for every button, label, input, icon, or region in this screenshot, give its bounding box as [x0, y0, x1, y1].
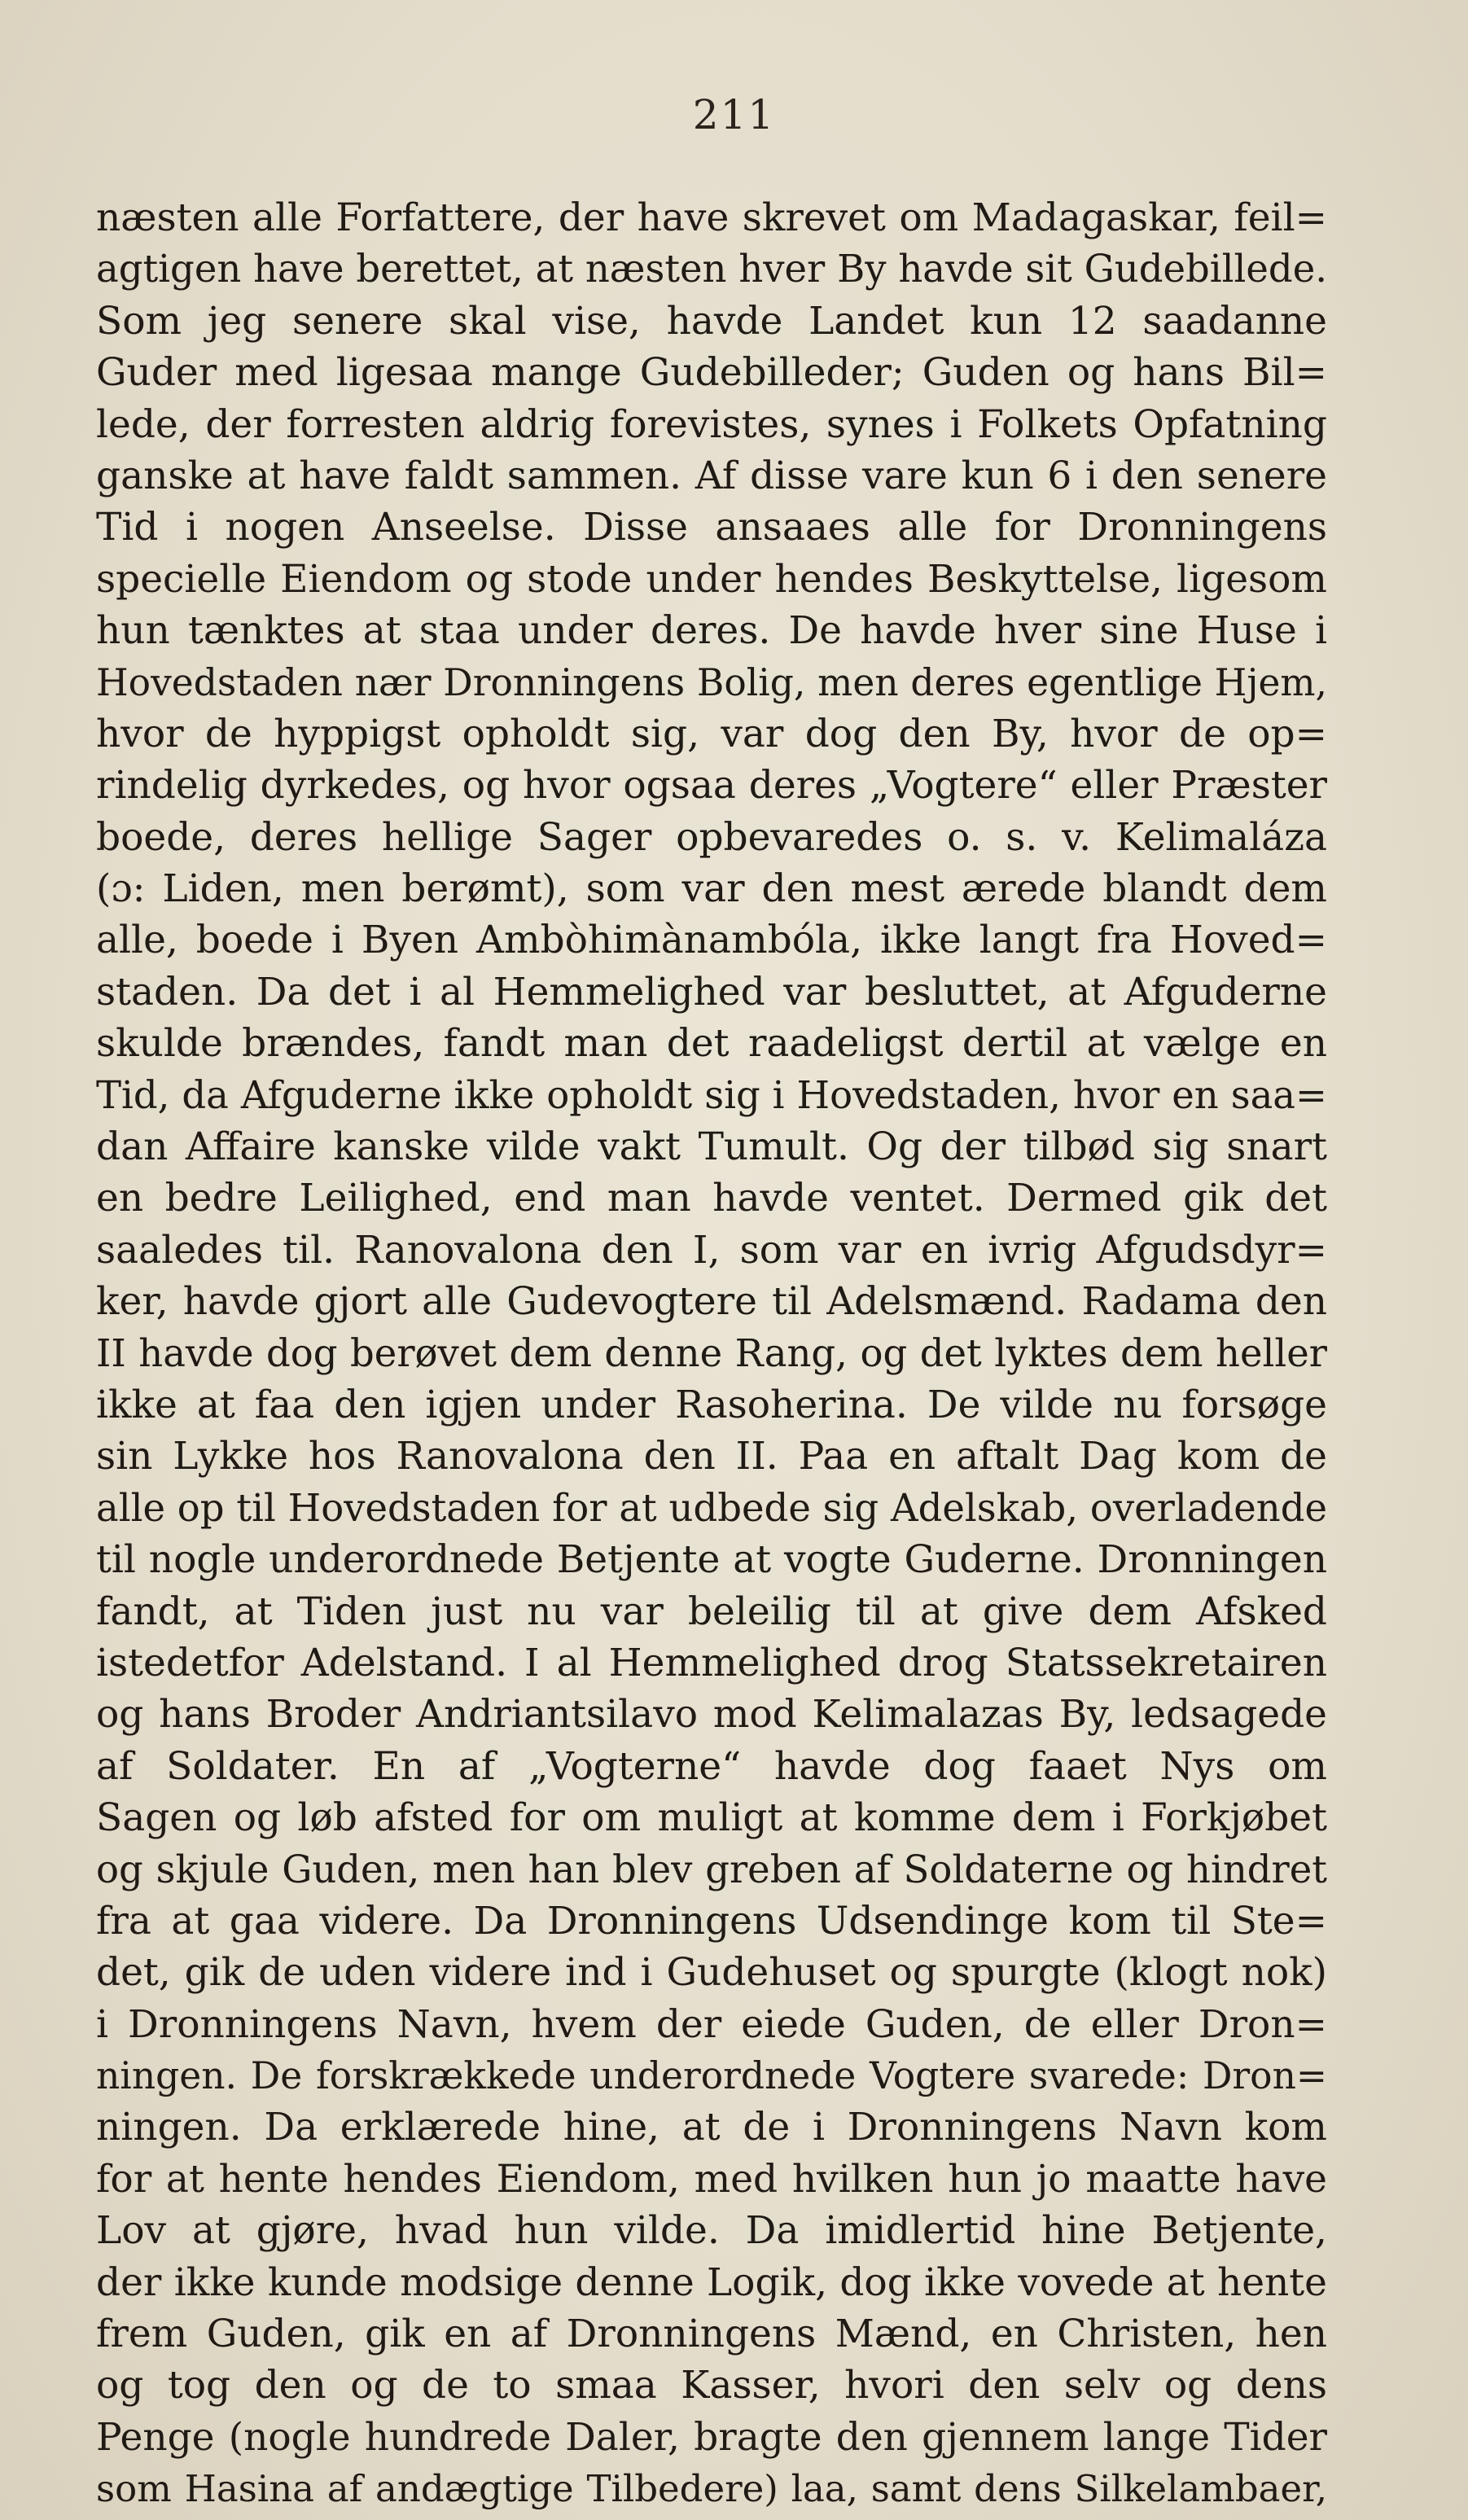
text-line: ningen. Da erklærede hine, at de i Dronningens Navn kom — [96, 2105, 1327, 2150]
text-line: hun tænktes at staa under deres. De havde hver sine Huse i — [96, 608, 1327, 654]
body-text — [96, 192, 1327, 2515]
text-line: ker, havde gjort alle Gudevogtere til Adelsmænd. Radama den — [96, 1279, 1327, 1325]
text-line: Sagen og løb afsted for om muligt at komme dem i Forkjøbet — [96, 1795, 1327, 1841]
text-line: frem Guden, gik en af Dronningens Mænd, en Christen, hen — [96, 2312, 1327, 2357]
text-line: Hovedstaden nær Dronningens Bolig, men deres egentlige Hjem, — [96, 660, 1327, 704]
text-line: af Soldater. En af „Vogterne“ havde dog faaet Nys om — [96, 1743, 1327, 1789]
text-line: for at hente hendes Eiendom, med hvilken hun jo maatte have — [96, 2156, 1327, 2202]
text-line: det, gik de uden videre ind i Gudehuset og spurgte (klogt nok) — [96, 1950, 1327, 1996]
text-line: specielle Eiendom og stode under hendes Beskyttelse, ligesom — [96, 556, 1327, 602]
text-line: og tog den og de to smaa Kasser, hvori den selv og dens — [96, 2363, 1327, 2408]
text-line: alle op til Hovedstaden for at udbede sig Adelskab, overladende — [96, 1485, 1327, 1530]
text-line: en bedre Leilighed, end man havde ventet. Dermed gik det — [96, 1176, 1327, 1221]
text-line: og hans Broder Andriantsilavo mod Kelimalazas By, ledsagede — [96, 1692, 1327, 1738]
text-line: ganske at have faldt sammen. Af disse vare kun 6 i den senere — [96, 453, 1327, 498]
text-line: saaledes til. Ranovalona den I, som var en ivrig Afgudsdyr= — [96, 1227, 1327, 1273]
text-line: hvor de hyppigst opholdt sig, var dog den By, hvor de op= — [96, 711, 1327, 756]
text-line: Som jeg senere skal vise, havde Landet kun 12 saadanne — [96, 298, 1327, 344]
text-line: der ikke kunde modsige denne Logik, dog ikke vovede at hente — [96, 2259, 1327, 2305]
page-number: 211 — [692, 91, 776, 138]
text-line: Tid, da Afguderne ikke opholdt sig i Hovedstaden, hvor en saa= — [96, 1072, 1327, 1117]
text-line: lede, der forresten aldrig forevistes, synes i Folkets Opfatning — [96, 401, 1327, 447]
text-line: agtigen have berettet, at næsten hver By havde sit Gudebillede. — [96, 247, 1327, 291]
text-line: staden. Da det i al Hemmelighed var besluttet, at Afguderne — [96, 969, 1327, 1015]
text-line: Guder med ligesaa mange Gudebilleder; Guden og hans Bil= — [96, 350, 1327, 396]
text-line: og skjule Guden, men han blev greben af Soldaterne og hindret — [96, 1847, 1327, 1891]
text-line: til nogle underordnede Betjente at vogte Guderne. Dronningen — [96, 1537, 1327, 1583]
text-line: Lov at gjøre, hvad hun vilde. Da imidlertid hine Betjente, — [96, 2208, 1327, 2254]
text-line: rindelig dyrkedes, og hvor ogsaa deres „Vogtere“ eller Præster — [96, 763, 1327, 809]
text-line: sin Lykke hos Ranovalona den II. Paa en aftalt Dag kom de — [96, 1434, 1327, 1479]
text-line: fandt, at Tiden just nu var beleilig til at give dem Afsked — [96, 1589, 1327, 1634]
text-line: boede, deres hellige Sager opbevaredes o. s. v. Kelimaláza — [96, 814, 1327, 860]
text-line: (ɔ: Liden, men berømt), som var den mest ærede blandt dem — [96, 866, 1327, 912]
text-line: i Dronningens Navn, hvem der eiede Guden, de eller Dron= — [96, 2001, 1327, 2047]
text-line: ningen. De forskrækkede underordnede Vogtere svarede: Dron= — [96, 2054, 1327, 2098]
text-line: skulde brændes, fandt man det raadeligst dertil at vælge en — [96, 1021, 1327, 1067]
text-line: som Hasina af andægtige Tilbedere) laa, samt dens Silkelambaer, — [96, 2467, 1327, 2511]
text-line: istedetfor Adelstand. I al Hemmelighed drog Statssekretairen — [96, 1640, 1327, 1685]
text-line: Tid i nogen Anseelse. Disse ansaaes alle for Dronningens — [96, 505, 1327, 550]
text-line: næsten alle Forfattere, der have skrevet om Madagaskar, feil= — [96, 195, 1327, 240]
text-line: ikke at faa den igjen under Rasoherina. De vilde nu forsøge — [96, 1382, 1327, 1427]
text-line: alle, boede i Byen Ambòhimànambóla, ikke langt fra Hoved= — [96, 918, 1327, 963]
text-line: II havde dog berøvet dem denne Rang, og det lyktes dem heller — [96, 1330, 1327, 1375]
text-line: fra at gaa videre. Da Dronningens Udsendinge kom til Ste= — [96, 1898, 1327, 1944]
text-line: dan Affaire kanske vilde vakt Tumult. Og der tilbød sig snart — [96, 1124, 1327, 1170]
text-line: Penge (nogle hundrede Daler, bragte den gjennem lange Tider — [96, 2414, 1327, 2460]
